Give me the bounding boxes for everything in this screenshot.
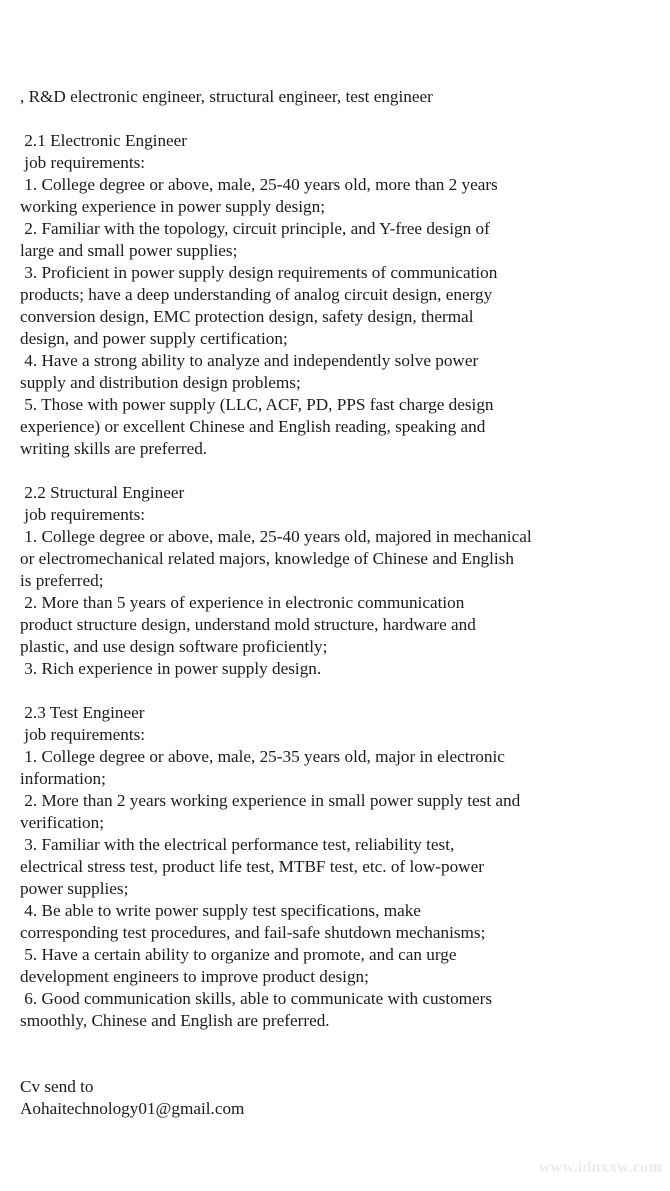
- requirement-item: 3. Rich experience in power supply design.: [20, 659, 322, 678]
- requirement-item: 3. Proficient in power supply design requirements of communication products; have a deep understanding of analog circuit design, energy conversion design, EMC protection design, safety design, thermal design, and power supply certification;: [20, 263, 498, 348]
- intro-line: , R&D electronic engineer, structural engineer, test engineer: [20, 87, 433, 106]
- section-heading: 2.2 Structural Engineer: [20, 483, 185, 502]
- document-body: [20, 86, 656, 1120]
- section-structural-engineer: [20, 482, 656, 680]
- requirement-item: 3. Familiar with the electrical performance test, reliability test, electrical stress test, product life test, MTBF test, etc. of low-power power supplies;: [20, 835, 484, 898]
- contact-label: Cv send to: [20, 1077, 94, 1096]
- section-heading: 2.1 Electronic Engineer: [20, 131, 188, 150]
- requirement-item: 1. College degree or above, male, 25-35 years old, major in electronic information;: [20, 747, 505, 788]
- requirement-item: 1. College degree or above, male, 25-40 years old, majored in mechanical or electromechanical related majors, knowledge of Chinese and English is preferred;: [20, 527, 532, 590]
- section-subheading: job requirements:: [20, 505, 146, 524]
- requirement-item: 6. Good communication skills, able to communicate with customers smoothly, Chinese and English are preferred.: [20, 989, 493, 1030]
- requirement-item: 5. Have a certain ability to organize and promote, and can urge development engineers to improve product design;: [20, 945, 457, 986]
- requirement-item: 2. Familiar with the topology, circuit principle, and Y-free design of large and small power supplies;: [20, 219, 490, 260]
- watermark: www.idnxxw.com: [538, 1159, 662, 1176]
- requirement-item: 5. Those with power supply (LLC, ACF, PD, PPS fast charge design experience) or excellent Chinese and English reading, speaking and writing skills are preferred.: [20, 395, 494, 458]
- section-test-engineer: [20, 702, 656, 1032]
- requirement-item: 4. Be able to write power supply test specifications, make corresponding test procedures, and fail-safe shutdown mechanisms;: [20, 901, 486, 942]
- requirement-item: 4. Have a strong ability to analyze and independently solve power supply and distribution design problems;: [20, 351, 479, 392]
- section-subheading: job requirements:: [20, 725, 146, 744]
- section-heading: 2.3 Test Engineer: [20, 703, 145, 722]
- requirement-item: 1. College degree or above, male, 25-40 years old, more than 2 years working experience in power supply design;: [20, 175, 498, 216]
- section-subheading: job requirements:: [20, 153, 146, 172]
- contact-block: [20, 1076, 656, 1120]
- requirement-item: 2. More than 2 years working experience in small power supply test and verification;: [20, 791, 521, 832]
- requirement-item: 2. More than 5 years of experience in electronic communication product structure design, understand mold structure, hardware and plastic, and use design software proficiently;: [20, 593, 476, 656]
- section-electronic-engineer: [20, 130, 656, 460]
- contact-email[interactable]: Aohaitechnology01@gmail.com: [20, 1099, 245, 1118]
